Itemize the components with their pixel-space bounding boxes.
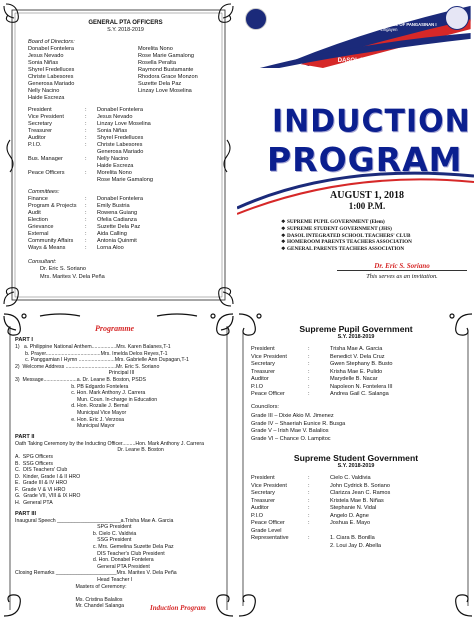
program-line: b. Prayer......................................Mrs. Imelda Delos Reyes,T-1 [15,350,168,357]
board-row [28,95,223,102]
board-member: Morelita Nono [138,46,173,52]
person-name: Krisha Mae E. Pulido [330,368,383,375]
program-line: Principal III [15,370,135,377]
role-label: Vice President [251,482,287,489]
spg-officer-row [251,384,461,392]
signature: Dr. Eric S. Soriano [374,262,430,270]
board-member: Haide Escreza [28,95,65,101]
program-line: e. Hon. Eric J. Verzosa [15,416,124,423]
signature-line [337,262,467,271]
diamond-bullet-icon: ❖ [281,246,287,253]
program-line: Inaugural Speech ______________________a.Trisha Mae A. Garcia [15,517,174,524]
committee-row [28,224,223,231]
committee-row [28,238,223,245]
role-label: P.I.O [251,512,264,519]
part-two-items [15,441,227,507]
role-separator: : [308,535,310,541]
committee-row [28,245,223,252]
program-line: b. Cielo C. Valdivia [15,530,137,537]
officer-row [28,170,223,177]
person-name: Shyrel Fredelluces [97,135,144,141]
program-line: General PTA President [15,563,150,570]
role-separator: : [308,475,310,481]
board-heading: Board of Directors: [28,39,75,45]
officers-panel [0,0,237,310]
councilor-row: Grade III – Dixie Akio M. Jimenez [251,413,334,419]
deped-seal-icon [245,8,267,30]
person-name: Andrea Gail C. Salanga [330,391,389,397]
person-name: Rowena Guiang [97,210,138,216]
program-line: Ms. Cristina Balalios [15,596,123,603]
government-panel [237,310,474,620]
councilors-list [251,413,461,443]
role-separator: : [85,224,87,230]
ssg-officer-row [251,505,461,513]
role-separator: : [85,217,87,223]
role-separator: : [85,135,87,141]
program-line: G. Grade VII, VIII & IX HRO [15,493,81,500]
role-separator: : [85,121,87,127]
committee-row [28,231,223,238]
role-label: Treasurer [251,368,276,375]
board-list [28,46,223,102]
role-label: Community Affairs [28,238,74,244]
role-label [28,163,85,170]
program-line: F. Grade V & VI HRO [15,486,66,493]
program-line: H. General PTA [15,500,53,507]
spg-officer-row [251,346,461,354]
program-line: d. Hon. Rozalie J. Bernal [15,403,129,410]
person-name: Rose Marie Gamalong [97,177,153,183]
person-name: Suzette Dela Paz [97,224,141,230]
board-member: Rosella Peralta [138,60,176,66]
person-name: Gwen Stephany B. Busto [330,361,393,367]
board-member: Nelly Nacino [28,88,60,94]
role-label: Grade Level [251,527,282,534]
role-separator: : [308,482,310,489]
board-row [28,53,223,60]
board-member: Shyrel Fredelluces [28,67,75,73]
program-line: Municipal Vice Mayor [15,409,127,416]
program-line: d. Hon. Donabel Fontelera [15,557,154,564]
role-separator: : [85,156,87,162]
role-label: Auditor [251,376,269,382]
role-separator: : [308,376,310,382]
person-name: Clarizza Jean C. Ramos [330,490,391,496]
role-separator: : [85,203,87,209]
role-separator: : [308,490,310,496]
role-label: Bus. Manager [28,156,63,162]
program-line: 2) Welcome Address ...................................Mr. Eric S. Soriano [15,363,160,370]
person-name: Aida Calling [97,231,127,237]
role-label: Election [28,217,48,223]
person-name: Stephanie N. Vidal [330,505,377,511]
person-name: 1. Ciara B. Bonilla [330,535,375,541]
person-name: Jesus Nevado [97,114,133,120]
role-separator: : [308,368,310,375]
diamond-bullet-icon: ❖ [281,225,287,232]
committee-row [28,210,223,217]
ssg-officer-row [251,543,461,551]
role-label: Treasurer [251,497,276,504]
role-label: Peace Officer [251,520,285,526]
person-name: Nelly Nacino [97,156,129,162]
event-date: AUGUST 1, 2018 [330,190,404,201]
organization-list [281,219,471,253]
role-label: Program & Projects [28,203,77,209]
spg-school-year: S.Y. 2018-2019 [337,334,375,340]
program-line: D. Kinder, Grade I & II HRO [15,473,81,480]
role-separator: : [85,238,87,244]
role-separator: : [85,114,87,120]
ssg-title: Supreme Student Government [293,453,419,463]
person-name: 2. Loui Jay D. Abella [330,542,381,549]
program-line: C. DIS Teachers' Club [15,467,68,474]
board-member: Donabel Fontelera [28,46,75,52]
board-row [28,81,223,88]
person-name: Lorna Aloo [97,245,124,251]
role-separator [85,163,97,170]
role-label: Finance [28,196,48,202]
part-three-label: PART III [15,510,37,517]
officer-row [28,114,223,121]
board-member: Generosa Mariado [28,81,75,87]
program-line: DIS Teacher's Club President [15,550,165,557]
program-line: E. Grade III & IV HRO [15,480,68,487]
ssg-officer-row [251,490,461,498]
role-separator: : [85,231,87,237]
person-name: Haide Escreza [97,163,134,169]
program-body [15,336,227,610]
part-two-label: PART II [15,433,35,440]
role-label: Auditor [251,505,269,511]
person-name: Ofelia Cadianza [97,217,137,223]
committees-heading: Committees: [28,189,60,195]
program-line: b. PB Edgardo Fontelera [15,383,129,390]
program-panel [0,310,237,620]
diamond-bullet-icon: ❖ [281,232,287,239]
person-name [330,528,430,536]
board-member [138,95,223,102]
committees-list [28,196,223,252]
consultant-list [28,266,223,281]
councilor-row: Grade VI – Chance O. Lampitoc [251,435,331,442]
role-separator: : [308,353,310,360]
officer-row [28,142,223,149]
role-separator [85,177,97,184]
ssg-school-year: S.Y. 2018-2019 [337,463,375,469]
role-separator: : [308,512,310,519]
diamond-bullet-icon: ❖ [281,219,287,225]
person-name: Christe Labesores [97,142,143,148]
person-name: John Cydrick B. Soriano [330,482,391,489]
role-separator: : [308,497,310,504]
consultant-heading: Consultant: [28,259,57,265]
role-separator: : [308,361,310,367]
person-name: Sonia Niñas [97,128,128,134]
organization-item [281,246,471,253]
program-title: PROGRAM [267,140,463,179]
board-member: Suzette Dela Paz [138,81,182,87]
board-member: Sonia Niñas [28,60,59,66]
board-member: Rose Marie Gamalong [138,53,194,59]
ssg-officer-row [251,535,461,543]
board-member: Raymond Bustamante [138,67,194,73]
spg-officer-row [251,361,461,369]
role-separator: : [85,196,87,202]
role-label [28,149,85,156]
program-line: SSG President [15,537,132,544]
councilors-heading: Councilors: [251,403,279,410]
program-line: c. Mrs. Gemelina Suzette Dela Paz [15,544,174,551]
program-line: SPG President [15,524,132,531]
part-three-items [15,518,227,610]
program-line: 3) Message.......................a. Dr. Leane B. Boston, PSDS [15,376,146,383]
role-label: External [28,231,49,237]
consultant-name: Mrs. Marites V. Dela Peña [40,273,105,280]
person-name: Generosa Mariado [97,149,144,155]
role-label: Auditor [28,135,46,141]
officer-row [28,156,223,163]
role-separator: : [308,520,310,526]
school-name: DASOL INTEGRATED SCHOOL [337,58,427,64]
role-label: P.I.O [251,383,264,390]
role-label: P.I.O. [28,142,42,148]
spg-officers [251,346,461,399]
role-label: Ways & Means [28,245,66,251]
role-label: Peace Officers [28,170,65,176]
person-name: Morelita Nono [97,170,132,176]
spg-officer-row [251,369,461,377]
role-label: Audit [28,210,41,216]
role-label: Representative [251,535,289,541]
role-separator: : [308,346,310,352]
committee-row [28,217,223,224]
role-label: Peace Officer [251,391,285,397]
program-line: Mr. Chandel Salanga [15,603,124,610]
board-member: Rhodora Grace Monzon [138,74,198,80]
board-row [28,67,223,74]
role-label: Secretary [251,490,275,496]
school-seal-icon [445,6,469,30]
role-separator [85,149,97,156]
role-label: President [28,107,52,113]
person-name: Donabel Fontelera [97,196,144,202]
councilor-row: Grade IV – Shaeriah Eunice R. Busga [251,420,346,427]
officer-row [28,121,223,128]
program-heading: Programme [95,324,135,333]
role-separator: : [308,505,310,511]
role-separator: : [308,383,310,390]
program-line: Closing Remarks _____________________Mrs. Marites V. Dela Peña [15,570,177,577]
officers-title: GENERAL PTA OFFICERS [88,20,163,26]
ssg-officers [251,475,461,550]
program-line: Municipal Mayor [15,423,115,430]
role-label: President [251,346,275,352]
program-line: c. Hon. Mark Anthony J. Carrera [15,390,146,397]
role-separator: : [85,107,87,113]
role-separator: : [85,245,87,251]
role-label: Vice President [28,114,64,120]
program-line: B. SSG Officers [15,460,53,467]
spg-officer-row [251,376,461,384]
board-member: Linzay Love Moselina [138,88,192,94]
officer-row [28,163,223,170]
officers-school-year: S.Y. 2018-2019 [107,27,144,33]
person-name: Marydelle B. Nacar [330,376,378,382]
officer-row [28,177,223,184]
person-name: Napoleon N. Fontelera III [330,383,393,390]
part-one-items [15,344,227,430]
ssg-officer-row [251,498,461,506]
role-separator: : [85,210,87,216]
organization-name: HOMEROOM PARENTS TEACHERS ASSOCIATION [286,239,412,246]
officer-row [28,107,223,114]
program-line: Dr. Leane B. Boston [15,447,164,454]
committee-row [28,196,223,203]
spg-officer-row [251,391,461,399]
officer-row [28,128,223,135]
officer-row [28,149,223,156]
spg-officer-row [251,354,461,362]
person-name: Joshua E. Mayo [330,520,371,526]
induction-title: INDUCTION [272,103,471,140]
organization-name: DASOL INTEGRATED SCHOOL TEACHERS' CLUB [286,232,411,239]
officer-row [28,135,223,142]
role-label: Secretary [251,361,275,367]
person-name: Trisha Mae A. Garcia [330,346,383,352]
program-line: Masters of Ceremony: [15,583,127,590]
officers-list [28,107,223,184]
committee-row [28,203,223,210]
organization-item [281,219,471,226]
event-time: 1:00 P.M. [348,201,386,211]
board-member: Jesus Nevado [28,53,64,59]
organization-name: SUPREME PUPIL GOVERNMENT (Elem) [286,219,385,225]
diamond-bullet-icon: ❖ [281,239,287,246]
role-separator: : [85,142,87,148]
councilor-row: Grade V – Irish Mae V. Balalios [251,428,329,434]
program-line: Mun. Coun. In-charge in Education [15,396,158,403]
cover-panel [237,0,474,310]
person-name: Antonia Quinmit [97,238,137,244]
ssg-officer-row [251,483,461,491]
person-name: Linzay Love Moselina [97,121,151,127]
role-label: Treasurer [28,128,53,134]
organization-name: SUPREME STUDENT GOVERNMENT (JHS) [286,225,392,232]
ssg-officer-row [251,520,461,528]
program-line: Head Teacher I [15,577,133,583]
program-line: 1) a. Philippine National Anthem.................Mrs. Karen Balanes,T-1 [15,344,171,350]
government-body [251,324,461,550]
role-label: President [251,475,275,481]
header-lines: Republic of the Philippines Department of Education Region I SCHOOLS DIVISION OFFICE OF PANGASINAN I Lingayen [341,7,437,32]
organization-name: GENERAL PARENTS TEACHERS ASSOCIATION [286,246,405,253]
program-line [15,590,227,597]
board-row [28,88,223,95]
board-row [28,74,223,81]
role-separator [308,543,330,551]
role-label [28,177,85,184]
program-line: Oath Taking Ceremony by the Inducting Officer.........Hon. Mark Anthony J. Carrera [15,440,204,447]
role-label: Secretary [28,121,52,127]
role-label: Grievance [28,224,54,230]
invitation-note: This serves as an invitation. [366,273,438,280]
person-name: Angelo D. Agne [330,512,369,519]
person-name: Emily Bustria [97,203,130,209]
role-label [251,543,308,551]
board-row [28,60,223,67]
board-member: Christe Labesores [28,74,74,80]
person-name: Kristela Mae B. Niñas [330,497,384,504]
program-line: c. Panggamian l Hymn .........................Mrs. Gabrielle Ann Dupagan,T-1 [15,357,189,364]
role-separator [308,528,330,536]
person-name: Donabel Fontelera [97,107,144,113]
role-separator: : [85,170,87,176]
ssg-officer-row [251,475,461,483]
ssg-officer-row [251,528,461,536]
person-name: Cielo C. Valdivia [330,475,371,481]
organization-item [281,226,471,233]
role-separator: : [308,391,310,397]
role-label: Vice President [251,353,287,360]
ssg-officer-row [251,513,461,521]
spg-title: Supreme Pupil Government [299,324,413,334]
program-footer: Induction Program [150,604,206,612]
role-separator: : [85,128,87,134]
part-one-label: PART I [15,337,33,343]
program-line: A. SPG Officers [15,453,53,460]
consultant-name: Dr. Eric S. Soriano [40,266,87,272]
person-name: Benedict V. Dela Cruz [330,353,385,360]
board-row [28,46,223,53]
